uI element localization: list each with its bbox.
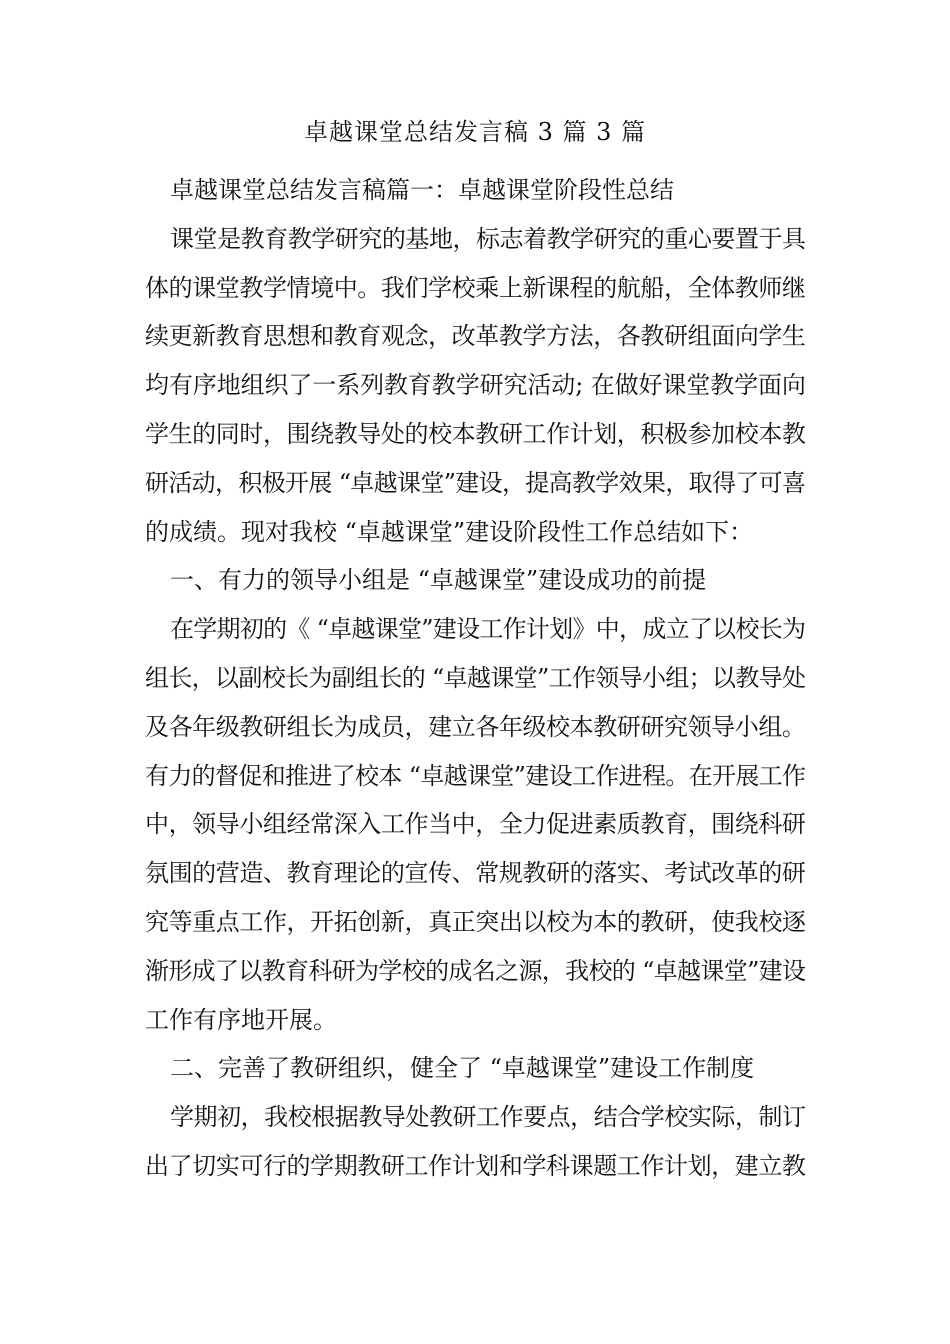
text-line-content: 课堂是教育教学研究的基地，标志着教学研究的重心要置于具: [170, 225, 806, 253]
text-line-content: 工作有序地开展。: [145, 1006, 337, 1034]
text-line-content: 渐形成了以教育科研为学校的成名之源，我校的 “卓越课堂”建设: [145, 957, 806, 985]
text-line-content: 学生的同时，围绕教导处的校本教研工作计划，积极参加校本教: [145, 420, 806, 448]
text-line-content: 卓越课堂总结发言稿篇一：卓越课堂阶段性总结: [170, 176, 674, 204]
document-title: 卓越课堂总结发言稿 3 篇 3 篇: [303, 118, 647, 146]
text-line-content: 氛围的营造、教育理论的宣传、常规教研的落实、考试改革的研: [145, 859, 806, 887]
text-line-content: 出了切实可行的学期教研工作计划和学科课题工作计划，建立教: [145, 1152, 806, 1180]
text-line-content: 中，领导小组经常深入工作当中，全力促进素质教育，围绕科研: [145, 810, 806, 838]
text-line-content: 研活动，积极开展 “卓越课堂”建设，提高教学效果，取得了可喜: [145, 469, 806, 497]
text-line-content: 有力的督促和推进了校本 “卓越课堂”建设工作进程。在开展工作: [145, 762, 806, 790]
text-line-content: 二、完善了教研组织，健全了 “卓越课堂”建设工作制度: [170, 1054, 755, 1082]
text-line-content: 及各年级教研组长为成员，建立各年级校本教研研究领导小组。: [145, 713, 806, 741]
text-line-content: 的成绩。现对我校 “卓越课堂”建设阶段性工作总结如下：: [145, 518, 754, 546]
text-line-content: 究等重点工作，开拓创新，真正突出以校为本的教研，使我校逐: [145, 908, 806, 936]
text-line-content: 一、有力的领导小组是 “卓越课堂”建设成功的前提: [170, 566, 707, 594]
text-line-content: 均有序地组织了一系列教育教学研究活动; 在做好课堂教学面向: [145, 371, 806, 399]
text-line-content: 续更新教育思想和教育观念，改革教学方法，各教研组面向学生: [145, 322, 806, 350]
text-line-content: 学期初，我校根据教导处教研工作要点，结合学校实际，制订: [170, 1103, 806, 1131]
text-line-content: 体的课堂教学情境中。我们学校乘上新课程的航船，全体教师继: [145, 274, 806, 302]
text-line-content: 在学期初的《 “卓越课堂”建设工作计划》中，成立了以校长为: [170, 615, 806, 643]
text-line-content: 组长，以副校长为副组长的 “卓越课堂”工作领导小组；以教导处: [145, 664, 806, 692]
